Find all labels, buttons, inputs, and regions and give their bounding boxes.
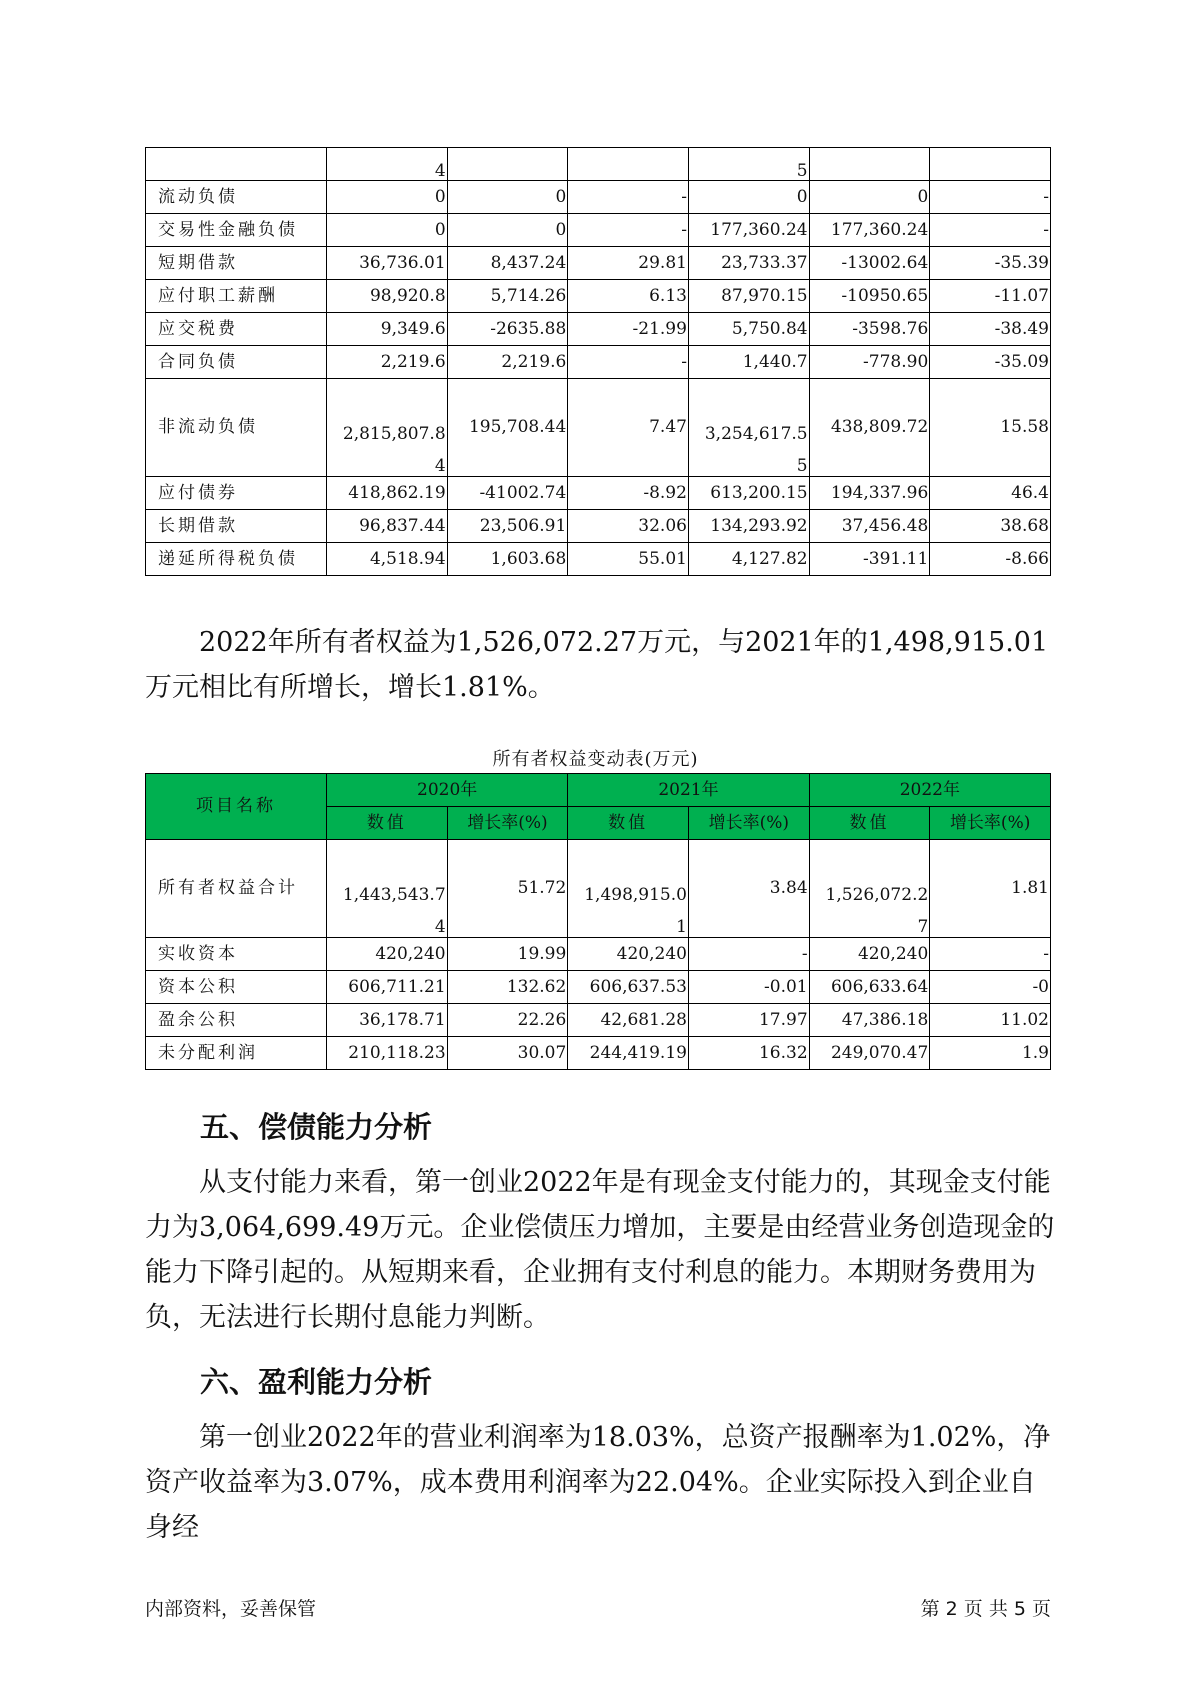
table-row bbox=[146, 1004, 1051, 1037]
table-cell: 51.72 bbox=[447, 840, 568, 938]
table-cell: 244,419.19 bbox=[568, 1037, 689, 1070]
table-cell: 38.68 bbox=[930, 510, 1051, 543]
table-cell: 438,809.72 bbox=[809, 379, 930, 477]
row-label: 所有者权益合计 bbox=[146, 840, 327, 938]
table-cell: 8,437.24 bbox=[447, 247, 568, 280]
column-header-rate: 增长率(%) bbox=[447, 807, 568, 840]
table-cell bbox=[930, 148, 1051, 181]
table-cell: -35.09 bbox=[930, 346, 1051, 379]
table-row bbox=[146, 1037, 1051, 1070]
table-cell: 37,456.48 bbox=[809, 510, 930, 543]
column-header-value: 数值 bbox=[568, 807, 689, 840]
table-cell: 420,240 bbox=[809, 938, 930, 971]
table-cell: -8.66 bbox=[930, 543, 1051, 576]
table-cell: -778.90 bbox=[809, 346, 930, 379]
table-cell: 36,178.71 bbox=[326, 1004, 447, 1037]
row-label: 应付债券 bbox=[146, 477, 327, 510]
table-cell: 15.58 bbox=[930, 379, 1051, 477]
table-cell: 0 bbox=[688, 181, 809, 214]
equity-summary-paragraph: 2022年所有者权益为1,526,072.27万元，与2021年的1,498,915.01万元相比有所增长，增长1.81%。 bbox=[145, 627, 1049, 703]
table-cell bbox=[809, 148, 930, 181]
column-header-year: 2022年 bbox=[809, 774, 1050, 807]
table-cell: 16.32 bbox=[688, 1037, 809, 1070]
table-row bbox=[146, 247, 1051, 280]
table-cell: 5,750.84 bbox=[688, 313, 809, 346]
table-cell: 4,127.82 bbox=[688, 543, 809, 576]
table-cell: 23,733.37 bbox=[688, 247, 809, 280]
table-cell: -21.99 bbox=[568, 313, 689, 346]
table-cell: -8.92 bbox=[568, 477, 689, 510]
table-cell: 4,518.94 bbox=[326, 543, 447, 576]
table-row bbox=[146, 181, 1051, 214]
solvency-paragraph: 从支付能力来看，第一创业2022年是有现金支付能力的，其现金支付能力为3,064,699.49万元。企业偿债压力增加，主要是由经营业务创造现金的能力下降引起的。从短期来看，企业拥有支付利息的能力。本期财务费用为负，无法进行长期付息能力判断。 bbox=[145, 1167, 1055, 1333]
table-cell: 194,337.96 bbox=[809, 477, 930, 510]
table-cell: 6.13 bbox=[568, 280, 689, 313]
table-cell: 19.99 bbox=[447, 938, 568, 971]
table-cell: 96,837.44 bbox=[326, 510, 447, 543]
equity-table bbox=[145, 773, 1051, 1070]
table-cell bbox=[447, 148, 568, 181]
table-row bbox=[146, 938, 1051, 971]
column-header-value: 数值 bbox=[326, 807, 447, 840]
table-cell: 606,637.53 bbox=[568, 971, 689, 1004]
row-label: 短期借款 bbox=[146, 247, 327, 280]
table-cell: 134,293.92 bbox=[688, 510, 809, 543]
table-cell: 1,443,543.7 4 bbox=[326, 840, 447, 938]
table-cell: - bbox=[568, 181, 689, 214]
row-label: 非流动负债 bbox=[146, 379, 327, 477]
table-cell: 613,200.15 bbox=[688, 477, 809, 510]
row-label: 合同负债 bbox=[146, 346, 327, 379]
table-cell: -0 bbox=[930, 971, 1051, 1004]
section-heading-solvency: 五、偿债能力分析 bbox=[200, 1110, 433, 1144]
table-cell: 9,349.6 bbox=[326, 313, 447, 346]
table-cell: 3,254,617.5 5 bbox=[688, 379, 809, 477]
table-cell: 606,711.21 bbox=[326, 971, 447, 1004]
row-label: 实收资本 bbox=[146, 938, 327, 971]
row-label: 交易性金融负债 bbox=[146, 214, 327, 247]
table-row bbox=[146, 214, 1051, 247]
table-cell: 36,736.01 bbox=[326, 247, 447, 280]
table-cell: 3.84 bbox=[688, 840, 809, 938]
table-cell bbox=[568, 148, 689, 181]
table-cell: 132.62 bbox=[447, 971, 568, 1004]
table-cell: 0 bbox=[809, 181, 930, 214]
table-cell: 42,681.28 bbox=[568, 1004, 689, 1037]
row-label: 应交税费 bbox=[146, 313, 327, 346]
table-cell: 1,440.7 bbox=[688, 346, 809, 379]
table-cell: 210,118.23 bbox=[326, 1037, 447, 1070]
table-cell: 0 bbox=[447, 214, 568, 247]
table-cell: 418,862.19 bbox=[326, 477, 447, 510]
table-cell: 2,219.6 bbox=[447, 346, 568, 379]
table-cell: 1.81 bbox=[930, 840, 1051, 938]
table-cell: - bbox=[930, 181, 1051, 214]
table-cell: -11.07 bbox=[930, 280, 1051, 313]
table-cell: 30.07 bbox=[447, 1037, 568, 1070]
table-row bbox=[146, 510, 1051, 543]
column-header-item: 项目名称 bbox=[146, 774, 327, 840]
table-cell: 1,603.68 bbox=[447, 543, 568, 576]
table-cell: -35.39 bbox=[930, 247, 1051, 280]
table-cell: -13002.64 bbox=[809, 247, 930, 280]
table-cell: 0 bbox=[326, 214, 447, 247]
table-cell: - bbox=[688, 938, 809, 971]
table-row bbox=[146, 971, 1051, 1004]
table-cell: - bbox=[568, 346, 689, 379]
table-cell: - bbox=[568, 214, 689, 247]
table-cell: 5 bbox=[688, 148, 809, 181]
table-cell: 2,219.6 bbox=[326, 346, 447, 379]
column-header-rate: 增长率(%) bbox=[930, 807, 1051, 840]
table-cell: 177,360.24 bbox=[809, 214, 930, 247]
column-header-value: 数值 bbox=[809, 807, 930, 840]
row-label: 资本公积 bbox=[146, 971, 327, 1004]
row-label: 流动负债 bbox=[146, 181, 327, 214]
table-cell: 4 bbox=[326, 148, 447, 181]
table-cell: 177,360.24 bbox=[688, 214, 809, 247]
table-row bbox=[146, 840, 1051, 938]
row-label: 盈余公积 bbox=[146, 1004, 327, 1037]
table-cell: 17.97 bbox=[688, 1004, 809, 1037]
table-cell: -10950.65 bbox=[809, 280, 930, 313]
table-cell: 1,526,072.2 7 bbox=[809, 840, 930, 938]
table-row bbox=[146, 379, 1051, 477]
table-cell: 420,240 bbox=[568, 938, 689, 971]
table-cell: 420,240 bbox=[326, 938, 447, 971]
table-cell: 195,708.44 bbox=[447, 379, 568, 477]
table-caption: 所有者权益变动表(万元) bbox=[492, 749, 699, 770]
table-cell: 1,498,915.0 1 bbox=[568, 840, 689, 938]
table-cell: 0 bbox=[326, 181, 447, 214]
table-cell: 2,815,807.8 4 bbox=[326, 379, 447, 477]
table-row bbox=[146, 346, 1051, 379]
footer-confidential-note: 内部资料，妥善保管 bbox=[145, 1598, 317, 1620]
table-cell: 22.26 bbox=[447, 1004, 568, 1037]
table-cell: 249,070.47 bbox=[809, 1037, 930, 1070]
column-header-year: 2020年 bbox=[326, 774, 567, 807]
table-cell: 32.06 bbox=[568, 510, 689, 543]
table-cell: 55.01 bbox=[568, 543, 689, 576]
column-header-year: 2021年 bbox=[568, 774, 809, 807]
table-cell: -2635.88 bbox=[447, 313, 568, 346]
row-label: 未分配利润 bbox=[146, 1037, 327, 1070]
table-cell: 7.47 bbox=[568, 379, 689, 477]
row-label: 长期借款 bbox=[146, 510, 327, 543]
table-cell: 606,633.64 bbox=[809, 971, 930, 1004]
column-header-rate: 增长率(%) bbox=[688, 807, 809, 840]
profitability-paragraph: 第一创业2022年的营业利润率为18.03%，总资产报酬率为1.02%，净资产收益率为3.07%，成本费用利润率为22.04%。企业实际投入到企业自身经 bbox=[145, 1422, 1051, 1543]
table-cell: 46.4 bbox=[930, 477, 1051, 510]
table-cell: - bbox=[930, 938, 1051, 971]
row-label: 递延所得税负债 bbox=[146, 543, 327, 576]
liabilities-table bbox=[145, 147, 1051, 576]
table-cell: 1.9 bbox=[930, 1037, 1051, 1070]
row-label: 应付职工薪酬 bbox=[146, 280, 327, 313]
table-cell: 29.81 bbox=[568, 247, 689, 280]
table-row bbox=[146, 477, 1051, 510]
table-cell: 11.02 bbox=[930, 1004, 1051, 1037]
table-cell: -3598.76 bbox=[809, 313, 930, 346]
table-cell: -0.01 bbox=[688, 971, 809, 1004]
table-cell bbox=[146, 148, 327, 181]
table-row bbox=[146, 543, 1051, 576]
table-cell: 98,920.8 bbox=[326, 280, 447, 313]
table-cell: 87,970.15 bbox=[688, 280, 809, 313]
table-cell: 47,386.18 bbox=[809, 1004, 930, 1037]
footer-page-number: 第 2 页 共 5 页 bbox=[920, 1598, 1051, 1620]
table-row bbox=[146, 313, 1051, 346]
section-heading-profitability: 六、盈利能力分析 bbox=[200, 1365, 433, 1399]
table-cell: 5,714.26 bbox=[447, 280, 568, 313]
table-header-row bbox=[146, 774, 1051, 807]
table-cell: 23,506.91 bbox=[447, 510, 568, 543]
table-cell: -38.49 bbox=[930, 313, 1051, 346]
table-cell: 0 bbox=[447, 181, 568, 214]
table-cell: - bbox=[930, 214, 1051, 247]
table-cell: -391.11 bbox=[809, 543, 930, 576]
table-cell: -41002.74 bbox=[447, 477, 568, 510]
table-row bbox=[146, 148, 1051, 181]
table-row bbox=[146, 280, 1051, 313]
